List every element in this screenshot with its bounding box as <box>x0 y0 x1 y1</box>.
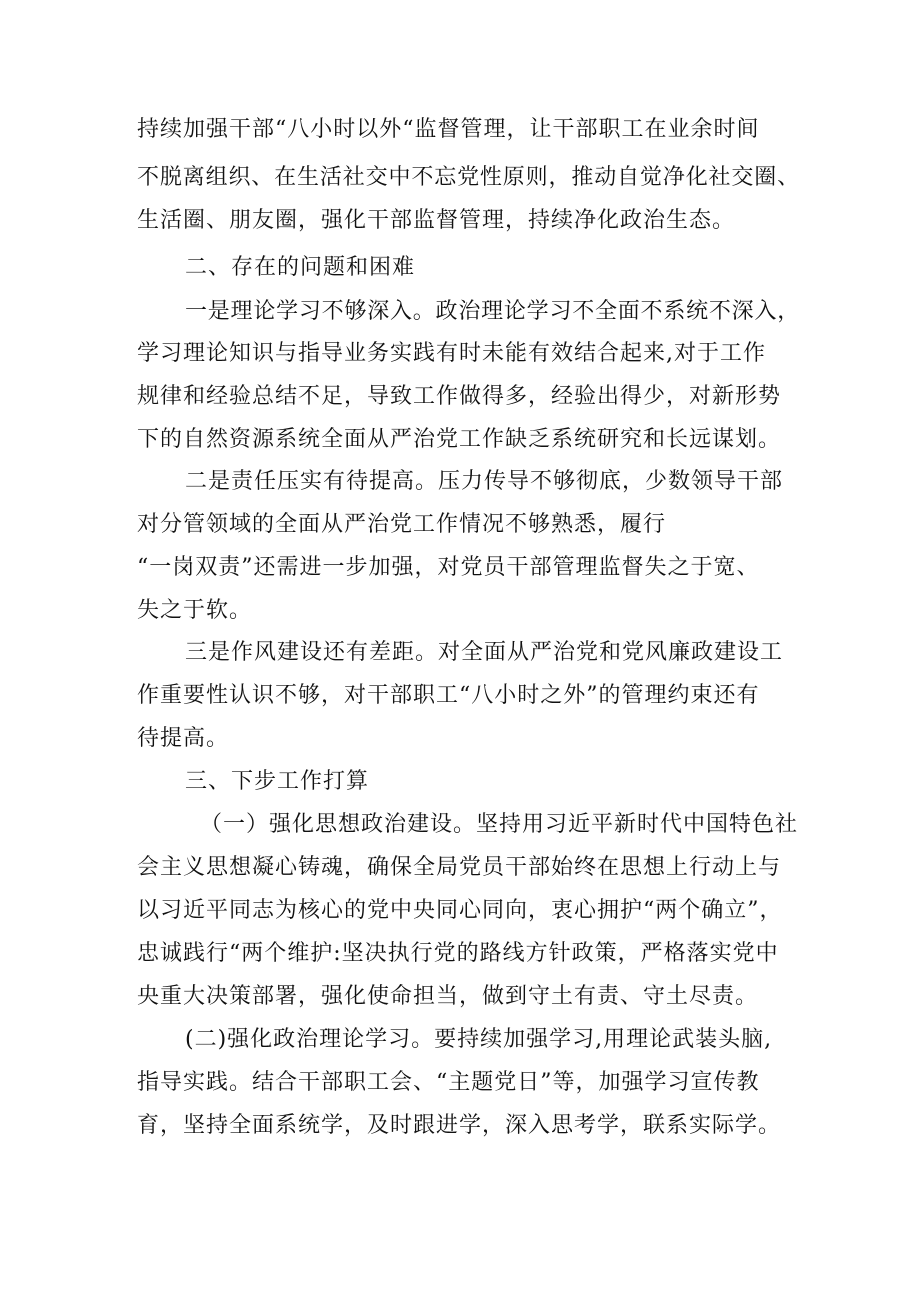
text-line: 学习理论知识与指导业务实践有时未能有效结合起来,对于工作 <box>137 341 766 366</box>
text-line: 下的自然资源系统全面从严治党工作缺乏系统研究和长远谋划。 <box>137 427 782 452</box>
section-heading: 三、下步工作打算 <box>185 769 370 794</box>
text-line: 央重大决策部署，强化使命担当，做到守土有责、守土尽责。 <box>137 984 759 1009</box>
section-heading: 二、存在的问题和困难 <box>185 255 416 280</box>
text-line: (二)强化政治理论学习。要持续加强学习,用理论武装头脑, <box>185 1027 773 1052</box>
text-line: 不脱离组织、在生活社交中不忘党性原则，推动自觉净化社交圈、 <box>137 165 801 190</box>
text-line: 待提高。 <box>137 726 230 751</box>
text-line: 以习近平同志为核心的党中央同心同向，衷心拥护“两个确立”， <box>137 898 783 923</box>
text-line: （一）强化思想政治建设。坚持用习近平新时代中国特色社 <box>200 812 799 837</box>
text-line: 一是理论学习不够深入。政治理论学习不全面不系统不深入， <box>185 299 801 324</box>
text-line: 指导实践。结合干部职工会、“主题党日”等，加强学习宣传教 <box>137 1070 760 1095</box>
text-line: 对分管领域的全面从严治党工作情况不够熟悉，履行 <box>137 512 667 537</box>
text-line: 育，坚持全面系统学，及时跟进学，深入思考学，联系实际学。 <box>137 1113 782 1138</box>
text-line: 作重要性认识不够，对干部职工“八小时之外”的管理约束还有 <box>137 683 760 708</box>
text-line: 忠诚践行“两个维护:坚决执行党的路线方针政策，严格落实党中 <box>137 941 779 966</box>
text-line: 失之于软。 <box>137 598 253 623</box>
text-line: 规律和经验总结不足，导致工作做得多，经验出得少，对新形势 <box>137 384 782 409</box>
text-line: 生活圈、朋友圈，强化干部监督管理，持续净化政治生态。 <box>137 208 736 233</box>
text-line: 二是责任压实有待提高。压力传导不够彻底，少数领导干部 <box>185 469 784 494</box>
text-line: “一岗双责”还需进一步加强，对党员干部管理监督失之于宽、 <box>137 555 760 580</box>
text-line: 持续加强干部“八小时以外“监督管理，让干部职工在业余时间 <box>137 117 760 142</box>
text-line: 三是作风建设还有差距。对全面从严治党和党风廉政建设工 <box>185 640 784 665</box>
text-line: 会主义思想凝心铸魂，确保全局党员干部始终在思想上行动上与 <box>137 855 782 880</box>
